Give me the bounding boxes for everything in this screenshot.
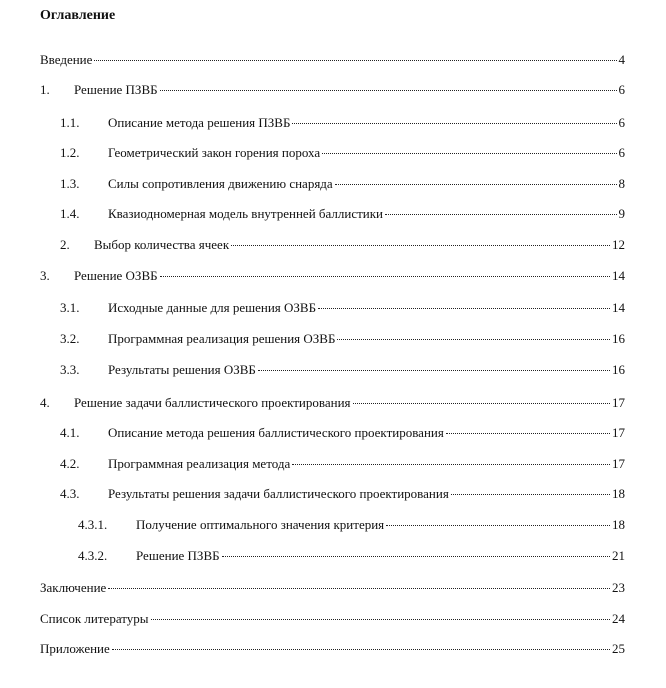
toc-entry-page: 17	[612, 456, 625, 471]
toc-entry-page: 4	[618, 52, 625, 67]
dot-leader	[160, 276, 610, 277]
dot-leader	[151, 619, 611, 620]
toc-entry-label: Описание метода решения баллистического проектирования	[108, 425, 444, 440]
toc-entry-label: Введение	[40, 52, 93, 67]
toc-entry-page: 16	[612, 331, 625, 346]
toc-entry-number: 2.	[60, 237, 70, 252]
toc-entry-label: Описание метода решения ПЗВБ	[108, 115, 291, 130]
toc-entry-number: 4.	[40, 395, 50, 410]
toc-entry-number: 4.2.	[60, 456, 80, 471]
dot-leader	[112, 649, 610, 650]
dot-leader	[337, 339, 610, 340]
toc-entry-page: 23	[612, 580, 625, 595]
toc-entry-page: 12	[612, 237, 625, 252]
toc-entry-label: Программная реализация метода	[108, 456, 291, 471]
toc-entry-label: Исходные данные для решения ОЗВБ	[108, 300, 317, 315]
dot-leader	[292, 123, 616, 124]
toc-entry-number: 1.3.	[60, 176, 80, 191]
toc-entry-page: 18	[612, 486, 625, 501]
dot-leader	[231, 245, 610, 246]
toc-entry-3-2[interactable]	[0, 330, 666, 348]
toc-entry-label: Силы сопротивления движению снаряда	[108, 176, 333, 191]
toc-entry-number: 4.3.	[60, 486, 80, 501]
toc-entry-3[interactable]	[0, 267, 666, 285]
toc-entry-page: 24	[612, 611, 625, 626]
toc-entry-page: 6	[618, 82, 625, 97]
toc-entry-1-4[interactable]	[0, 205, 666, 223]
toc-entry-label: Результаты решения задачи баллистического проектирования	[108, 486, 449, 501]
toc-entry-page: 8	[618, 176, 625, 191]
dot-leader	[335, 184, 617, 185]
dot-leader	[385, 214, 616, 215]
dot-leader	[446, 433, 610, 434]
toc-entry-page: 16	[612, 362, 625, 377]
dot-leader	[292, 464, 610, 465]
toc-entry-page: 6	[618, 115, 625, 130]
dot-leader	[386, 525, 610, 526]
dot-leader	[108, 588, 610, 589]
toc-entry-4-2[interactable]	[0, 455, 666, 473]
toc-entry-references[interactable]	[0, 610, 666, 628]
dot-leader	[160, 90, 617, 91]
toc-entry-1[interactable]	[0, 81, 666, 99]
toc-entry-number: 3.1.	[60, 300, 80, 315]
toc-entry-page: 21	[612, 548, 625, 563]
dot-leader	[318, 308, 610, 309]
dot-leader	[94, 60, 616, 61]
dot-leader	[222, 556, 610, 557]
toc-entry-page: 17	[612, 425, 625, 440]
toc-entry-number: 4.3.2.	[78, 548, 108, 563]
toc-entry-label: Получение оптимального значения критерия	[136, 517, 385, 532]
toc-entry-1-3[interactable]	[0, 175, 666, 193]
toc-entry-number: 1.1.	[60, 115, 80, 130]
toc-entry-number: 3.	[40, 268, 50, 283]
toc-entry-label: Выбор количества ячеек	[94, 237, 230, 252]
toc-entry-appendix[interactable]	[0, 640, 666, 658]
toc-entry-2[interactable]	[0, 236, 666, 254]
toc-entry-page: 14	[612, 300, 625, 315]
toc-entry-1-2[interactable]	[0, 144, 666, 162]
toc-entry-number: 1.2.	[60, 145, 80, 160]
dot-leader	[258, 370, 610, 371]
toc-entry-label: Решение ПЗВБ	[136, 548, 220, 563]
toc-entry-label: Заключение	[40, 580, 107, 595]
toc-entry-number: 1.4.	[60, 206, 80, 221]
toc-entry-4[interactable]	[0, 394, 666, 412]
toc-entry-page: 18	[612, 517, 625, 532]
toc-entry-number: 1.	[40, 82, 50, 97]
toc-entry-number: 3.2.	[60, 331, 80, 346]
toc-entry-page: 25	[612, 641, 625, 656]
toc-entry-number: 4.1.	[60, 425, 80, 440]
toc-entry-label: Решение ОЗВБ	[74, 268, 158, 283]
toc-entry-page: 9	[618, 206, 625, 221]
toc-entry-3-1[interactable]	[0, 299, 666, 317]
dot-leader	[451, 494, 610, 495]
toc-entry-4-1[interactable]	[0, 424, 666, 442]
toc-entry-label: Квазиодномерная модель внутренней баллистики	[108, 206, 384, 221]
toc-entry-1-1[interactable]	[0, 114, 666, 132]
toc-entry-label: Решение ПЗВБ	[74, 82, 158, 97]
toc-entry-label: Программная реализация решения ОЗВБ	[108, 331, 336, 346]
toc-entry-4-3[interactable]	[0, 485, 666, 503]
dot-leader	[322, 153, 616, 154]
toc-entry-page: 14	[612, 268, 625, 283]
dot-leader	[353, 403, 610, 404]
toc-entry-number: 4.3.1.	[78, 517, 108, 532]
toc-entry-conclusion[interactable]	[0, 579, 666, 597]
toc-entry-page: 17	[612, 395, 625, 410]
toc-entry-number: 3.3.	[60, 362, 80, 377]
toc-entry-label: Приложение	[40, 641, 110, 656]
toc-entry-introduction[interactable]	[0, 51, 666, 69]
toc-entry-label: Список литературы	[40, 611, 149, 626]
toc-entry-label: Геометрический закон горения пороха	[108, 145, 321, 160]
toc-entry-label: Результаты решения ОЗВБ	[108, 362, 256, 377]
toc-entry-4-3-2[interactable]	[0, 547, 666, 565]
toc-entry-label: Решение задачи баллистического проектирования	[74, 395, 351, 410]
toc-entry-3-3[interactable]	[0, 361, 666, 379]
toc-entry-4-3-1[interactable]	[0, 516, 666, 534]
toc-entry-page: 6	[618, 145, 625, 160]
toc-title: Оглавление	[40, 8, 116, 23]
